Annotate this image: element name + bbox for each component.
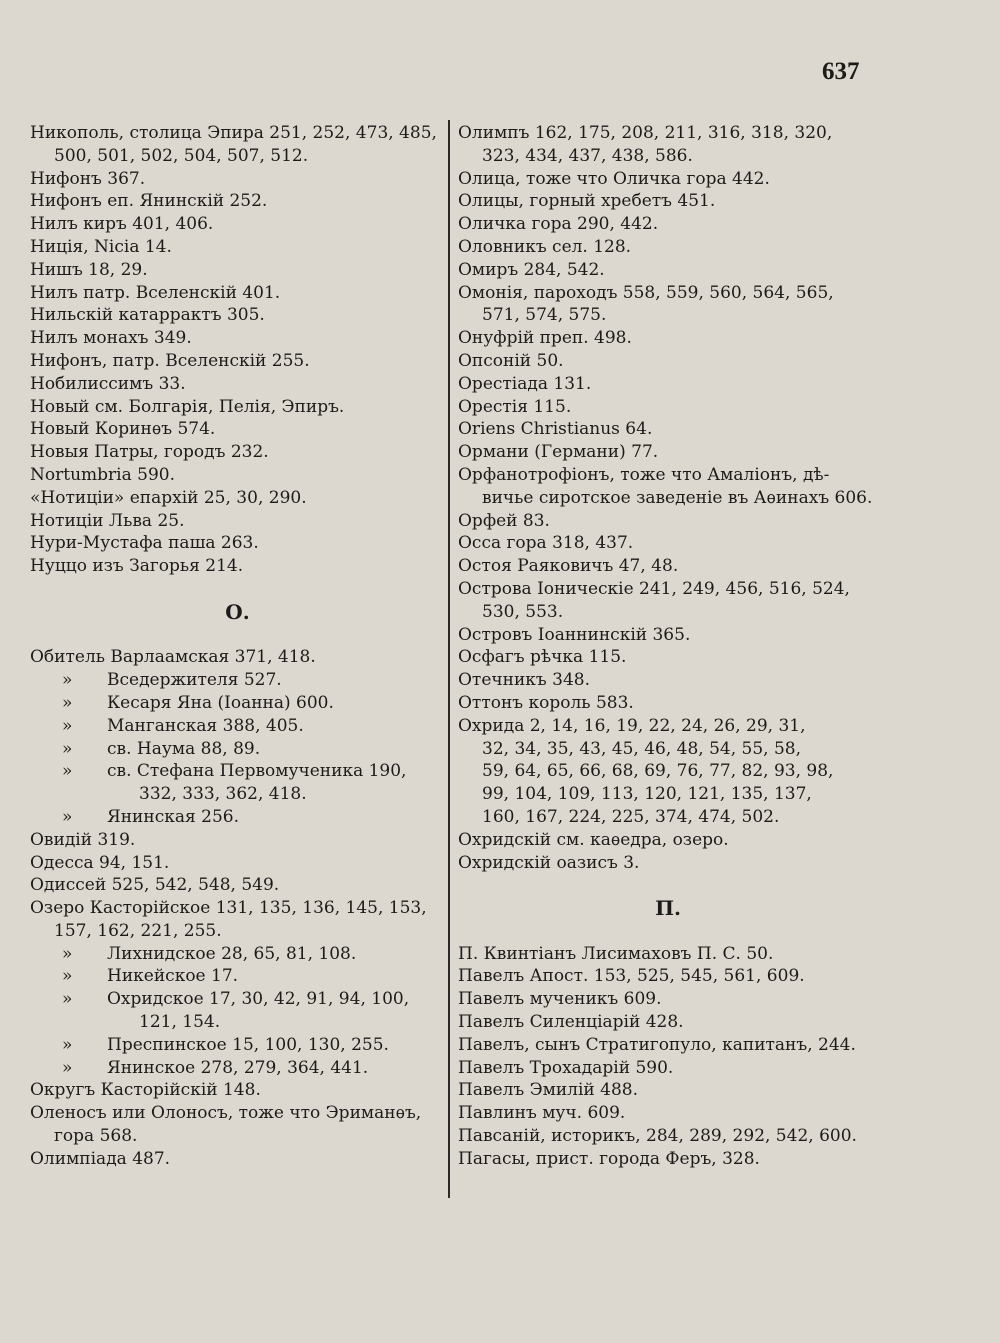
index-entry	[30, 1102, 445, 1148]
entry-text: Отечникъ 348.	[458, 670, 590, 691]
index-entry	[458, 441, 878, 464]
entry-continuation: 99, 104, 109, 113, 120, 121, 135, 137,	[482, 784, 812, 805]
entry-text: Oriens Christianus 64.	[458, 419, 653, 440]
entry-text: Остоя Раяковичъ 47, 48.	[458, 556, 679, 577]
entry-text: Павелъ, сынъ Стратигопуло, капитанъ, 244.	[458, 1034, 856, 1055]
index-entry	[30, 738, 445, 761]
index-entry	[458, 1148, 878, 1171]
index-entry	[30, 646, 445, 669]
index-entry	[458, 1057, 878, 1080]
entry-continuation: 157, 162, 221, 255.	[54, 920, 222, 941]
right-column	[458, 122, 878, 1171]
index-entry	[458, 669, 878, 692]
index-entry	[30, 1057, 445, 1080]
ditto-mark: »	[62, 761, 73, 782]
entry-text: Павелъ Эмилій 488.	[458, 1080, 638, 1101]
entry-text: Омиръ 284, 542.	[458, 259, 605, 280]
entry-text: Одиссей 525, 542, 548, 549.	[30, 875, 280, 896]
index-entry	[458, 282, 878, 328]
entry-text: Пагасы, прист. города Феръ, 328.	[458, 1148, 760, 1169]
entry-text: Охридскій см. каѳедра, озеро.	[458, 829, 729, 850]
index-entry	[458, 510, 878, 533]
index-entry	[458, 327, 878, 350]
index-entry	[30, 236, 445, 259]
entry-text: Nortumbria 590.	[30, 464, 175, 485]
entry-text: Нилъ киръ 401, 406.	[30, 214, 214, 235]
entry-text: Лихнидское 28, 65, 81, 108.	[107, 943, 357, 964]
entry-text: П. Квинтіанъ Лисимаховъ П. С. 50.	[458, 943, 774, 964]
index-entry	[458, 965, 878, 988]
ditto-mark: »	[62, 670, 73, 691]
entry-text: Ормани (Германи) 77.	[458, 442, 659, 463]
index-entry	[458, 578, 878, 624]
entry-text: Орфанотрофіонъ, тоже что Амаліонъ, дѣ-	[458, 464, 830, 485]
entry-text: Озеро Касторійское 131, 135, 136, 145, 153,	[30, 898, 427, 919]
ditto-mark: »	[62, 943, 73, 964]
index-entry	[458, 236, 878, 259]
index-entry	[30, 555, 445, 578]
ditto-mark: »	[62, 806, 73, 827]
entry-text: Вседержителя 527.	[107, 670, 282, 691]
entry-text: Охрида 2, 14, 16, 19, 22, 24, 26, 29, 31,	[458, 715, 806, 736]
entry-text: Кесаря Яна (Іоанна) 600.	[107, 692, 334, 713]
index-entry	[30, 760, 445, 806]
index-entry	[458, 1034, 878, 1057]
index-entry	[458, 122, 878, 168]
index-entry	[30, 282, 445, 305]
section-heading: О.	[225, 599, 250, 624]
index-entry	[30, 190, 445, 213]
page-number: 637	[822, 58, 860, 85]
entry-text: Осфагъ рѣчка 115.	[458, 647, 627, 668]
entry-text: Нишъ 18, 29.	[30, 259, 148, 280]
index-entry	[30, 122, 445, 168]
entry-text: Оттонъ король 583.	[458, 692, 634, 713]
entry-text: Нури-Мустафа паша 263.	[30, 533, 259, 554]
spacer	[30, 578, 445, 601]
entry-continuation: 530, 553.	[482, 601, 564, 622]
entry-text: Нобилиссимъ 33.	[30, 373, 186, 394]
entry-text: Нилъ монахъ 349.	[30, 328, 192, 349]
index-entry	[458, 829, 878, 852]
entry-text: Олимпіада 487.	[30, 1148, 171, 1169]
entry-text: Нуццо изъ Загорья 214.	[30, 556, 244, 577]
entry-text: Нилъ патр. Вселенскій 401.	[30, 282, 281, 303]
index-entry	[30, 715, 445, 738]
index-entry	[30, 396, 445, 419]
index-entry	[458, 1125, 878, 1148]
entry-continuation: 323, 434, 437, 438, 586.	[482, 145, 693, 166]
index-entry	[30, 1079, 445, 1102]
ditto-mark: »	[62, 1034, 73, 1055]
entry-text: Новый см. Болгарія, Пелія, Эпиръ.	[30, 396, 345, 417]
entry-text: Павелъ Трохадарій 590.	[458, 1057, 674, 1078]
index-entry	[30, 168, 445, 191]
index-entry	[30, 965, 445, 988]
entry-continuation: 571, 574, 575.	[482, 305, 607, 326]
entry-text: Оленосъ или Олоносъ, тоже что Эриманѳъ,	[30, 1103, 422, 1124]
index-entry	[458, 1079, 878, 1102]
index-entry	[30, 897, 445, 943]
index-entry	[30, 874, 445, 897]
index-entry	[458, 168, 878, 191]
entry-text: Олица, тоже что Оличка гора 442.	[458, 168, 770, 189]
index-entry	[30, 1148, 445, 1171]
entry-continuation: 332, 333, 362, 418.	[139, 784, 307, 805]
entry-continuation: 121, 154.	[139, 1012, 221, 1033]
entry-text: Павлинъ муч. 609.	[458, 1103, 626, 1124]
entry-text: Янинское 278, 279, 364, 441.	[107, 1057, 369, 1078]
entry-text: Онуфрій преп. 498.	[458, 328, 632, 349]
index-entry	[30, 829, 445, 852]
section-heading: П.	[655, 896, 681, 921]
entry-text: Орестія 115.	[458, 396, 572, 417]
index-entry	[30, 806, 445, 829]
index-entry	[458, 760, 878, 783]
entry-text: Орестіада 131.	[458, 373, 592, 394]
entry-text: Олимпъ 162, 175, 208, 211, 316, 318, 320,	[458, 123, 833, 143]
index-entry	[458, 988, 878, 1011]
entry-text: Янинская 256.	[107, 806, 239, 827]
index-entry	[458, 259, 878, 282]
index-entry	[30, 464, 445, 487]
entry-continuation: 500, 501, 502, 504, 507, 512.	[54, 145, 309, 166]
index-entry	[458, 692, 878, 715]
entry-text: Новый Коринѳъ 574.	[30, 419, 216, 440]
entry-text: Павелъ Силенціарій 428.	[458, 1012, 684, 1033]
index-entry	[458, 532, 878, 555]
index-entry	[458, 350, 878, 373]
index-entry	[30, 213, 445, 236]
entry-continuation: 32, 34, 35, 43, 45, 46, 48, 54, 55, 58,	[482, 738, 801, 759]
ditto-mark: »	[62, 692, 73, 713]
entry-text: Павсаній, историкъ, 284, 289, 292, 542, 600.	[458, 1126, 857, 1147]
index-entry	[458, 373, 878, 396]
entry-text: Никейское 17.	[107, 966, 239, 987]
index-entry	[30, 532, 445, 555]
index-entry	[30, 327, 445, 350]
index-entry	[30, 418, 445, 441]
index-entry	[30, 988, 445, 1034]
index-entry	[458, 418, 878, 441]
entry-text: Новыя Патры, городъ 232.	[30, 442, 269, 463]
entry-continuation: 160, 167, 224, 225, 374, 474, 502.	[482, 806, 780, 827]
ditto-mark: »	[62, 715, 73, 736]
entry-text: Охридское 17, 30, 42, 91, 94, 100,	[107, 989, 410, 1010]
spacer	[30, 624, 445, 647]
entry-text: Охридскій оазисъ 3.	[458, 852, 640, 873]
entry-text: «Нотиціи» епархій 25, 30, 290.	[30, 487, 307, 508]
index-entry	[30, 441, 445, 464]
index-entry	[458, 464, 878, 510]
index-entry	[30, 692, 445, 715]
entry-continuation: гора 568.	[54, 1126, 138, 1147]
index-entry	[458, 646, 878, 669]
index-entry	[458, 396, 878, 419]
index-entry	[30, 304, 445, 327]
entry-text: Опсоній 50.	[458, 350, 564, 371]
entry-text: Нильскій катаррактъ 305.	[30, 305, 265, 326]
index-entry	[458, 1102, 878, 1125]
index-entry	[458, 715, 878, 761]
index-entry	[458, 783, 878, 806]
left-column	[30, 122, 445, 1171]
entry-text: Острова Іоническіе 241, 249, 456, 516, 524,	[458, 578, 850, 599]
entry-continuation: вичье сиротское заведеніе въ Аѳинахъ 606.	[482, 487, 873, 508]
entry-text: Преспинское 15, 100, 130, 255.	[107, 1034, 389, 1055]
index-entry	[458, 213, 878, 236]
entry-text: Омонія, пароходъ 558, 559, 560, 564, 565,	[458, 282, 834, 303]
entry-text: Обитель Варлаамская 371, 418.	[30, 647, 316, 668]
index-entry	[458, 852, 878, 875]
index-entry	[458, 806, 878, 829]
index-entry	[30, 943, 445, 966]
entry-text: Ниція, Nicia 14.	[30, 236, 172, 257]
entry-text: Нотиціи Льва 25.	[30, 510, 185, 531]
entry-text: св. Стефана Первомученика 190,	[107, 761, 407, 782]
index-entry	[458, 943, 878, 966]
entry-text: Островъ Іоаннинскій 365.	[458, 624, 691, 645]
entry-text: Нифонъ 367.	[30, 168, 146, 189]
index-entry	[30, 669, 445, 692]
index-entry	[458, 190, 878, 213]
index-entry	[458, 555, 878, 578]
ditto-mark: »	[62, 738, 73, 759]
entry-text: Округъ Касторійскій 148.	[30, 1080, 261, 1101]
entry-text: Оловникъ сел. 128.	[458, 236, 632, 257]
index-entry	[30, 487, 445, 510]
entry-text: Павелъ мученикъ 609.	[458, 989, 662, 1010]
column-divider	[448, 120, 450, 1198]
ditto-mark: »	[62, 1057, 73, 1078]
entry-text: Овидій 319.	[30, 829, 136, 850]
index-entry	[458, 1011, 878, 1034]
entry-text: Орфей 83.	[458, 510, 550, 531]
entry-continuation: 59, 64, 65, 66, 68, 69, 76, 77, 82, 93, 98,	[482, 761, 834, 782]
entry-text: Олицы, горный хребетъ 451.	[458, 191, 716, 212]
entry-text: Осса гора 318, 437.	[458, 533, 634, 554]
ditto-mark: »	[62, 989, 73, 1010]
spacer	[458, 874, 878, 897]
index-entry	[30, 350, 445, 373]
entry-text: св. Наума 88, 89.	[107, 738, 261, 759]
spacer	[458, 920, 878, 943]
index-entry	[30, 259, 445, 282]
entry-text: Оличка гора 290, 442.	[458, 214, 659, 235]
entry-text: Павелъ Апост. 153, 525, 545, 561, 609.	[458, 966, 805, 987]
entry-text: Никополь, столица Эпира 251, 252, 473, 485,	[30, 123, 437, 143]
entry-text: Одесса 94, 151.	[30, 852, 170, 873]
ditto-mark: »	[62, 966, 73, 987]
index-entry	[458, 624, 878, 647]
entry-text: Манганская 388, 405.	[107, 715, 304, 736]
index-entry	[30, 373, 445, 396]
entry-text: Нифонъ еп. Янинскій 252.	[30, 191, 268, 212]
entry-text: Нифонъ, патр. Вселенскій 255.	[30, 350, 310, 371]
index-entry	[30, 1034, 445, 1057]
index-entry	[30, 852, 445, 875]
index-entry	[30, 510, 445, 533]
